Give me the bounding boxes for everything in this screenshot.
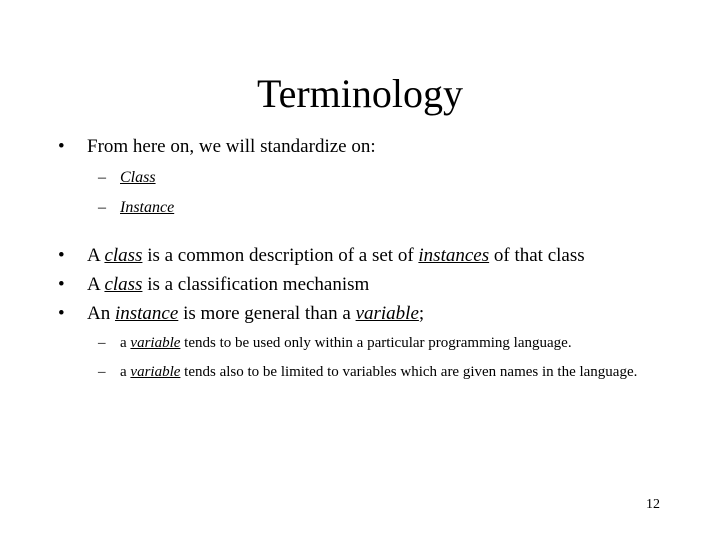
term-instance: [98, 197, 174, 218]
subpoint-term: variable: [130, 335, 181, 351]
bullet-point-3: [58, 302, 424, 326]
subpoint-2: [98, 362, 120, 382]
subpoint-prefix: a: [120, 335, 127, 351]
point-term: class: [104, 245, 143, 266]
point-prefix: A: [87, 274, 100, 295]
dash-marker: –: [98, 335, 106, 351]
point-middle: is a common description of a set of: [147, 245, 414, 266]
point-suffix: is a classification mechanism: [147, 274, 370, 295]
term-text: Instance: [120, 199, 175, 216]
dash-marker: –: [98, 199, 106, 216]
point-term2: instances: [418, 245, 490, 266]
dash-marker: –: [98, 364, 106, 380]
subpoint-term: variable: [130, 364, 181, 380]
point-term2: variable: [355, 303, 419, 324]
term-class: [98, 167, 156, 188]
subpoint-2-text: [120, 362, 650, 382]
bullet-point-2: [58, 273, 369, 297]
bullet-marker: •: [58, 274, 65, 295]
term-text: Class: [120, 169, 156, 186]
point-term: class: [104, 274, 143, 295]
subpoint-suffix: tends to be used only within a particular programming language.: [184, 335, 572, 351]
bullet-marker: •: [58, 245, 65, 266]
subpoint-prefix: a: [120, 364, 127, 380]
point-prefix: An: [87, 303, 111, 324]
point-term: instance: [114, 303, 179, 324]
bullet-marker: •: [58, 136, 65, 157]
point-suffix: of that class: [493, 245, 585, 266]
bullet-text: From here on, we will standardize on:: [87, 136, 376, 157]
page-number: 12: [646, 497, 660, 512]
point-prefix: A: [87, 245, 100, 266]
subpoint-suffix: tends also to be limited to variables which are given names in the language.: [184, 364, 638, 380]
subpoint-1: [98, 333, 572, 353]
slide-title: Terminology: [256, 71, 464, 116]
dash-marker: –: [98, 169, 106, 186]
bullet-intro: [58, 135, 376, 159]
bullet-point-1: [58, 244, 585, 268]
point-suffix: ;: [418, 303, 425, 324]
bullet-marker: •: [58, 303, 65, 324]
point-middle: is more general than a: [183, 303, 351, 324]
